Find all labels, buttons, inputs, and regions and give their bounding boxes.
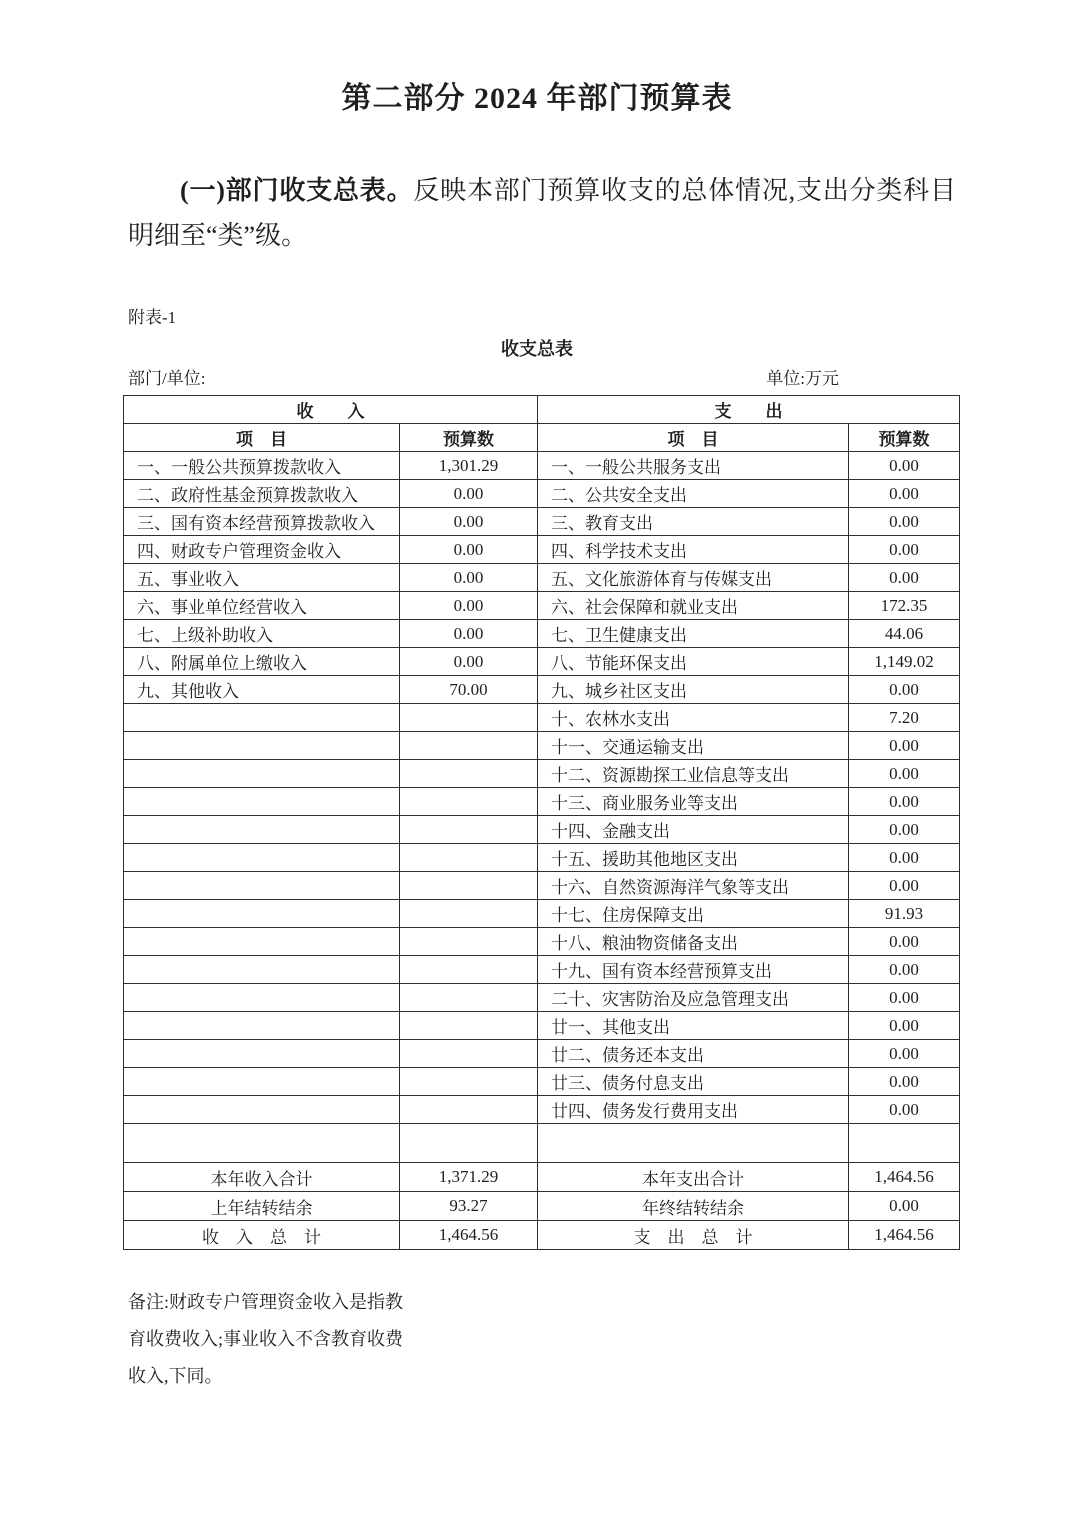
budget-value-cell: 0.00 bbox=[849, 536, 960, 564]
table-row bbox=[124, 452, 960, 480]
table-row bbox=[124, 844, 960, 872]
budget-value-cell bbox=[400, 1040, 538, 1068]
item-label-cell: 七、卫生健康支出 bbox=[538, 620, 849, 648]
budget-value-cell: 0.00 bbox=[849, 872, 960, 900]
table-row bbox=[124, 732, 960, 760]
budget-value-cell: 0.00 bbox=[849, 1012, 960, 1040]
item-label-cell bbox=[124, 1040, 400, 1068]
item-label-cell: 廿一、其他支出 bbox=[538, 1012, 849, 1040]
item-label-cell: 六、社会保障和就业支出 bbox=[538, 592, 849, 620]
budget-value-cell: 172.35 bbox=[849, 592, 960, 620]
intro-lead-text: (一)部门收支总表。 bbox=[180, 176, 414, 205]
budget-summary-table bbox=[123, 395, 960, 1250]
item-label-cell: 九、城乡社区支出 bbox=[538, 676, 849, 704]
expense-item-column-header: 项 目 bbox=[538, 424, 849, 452]
budget-value-cell: 1,464.56 bbox=[849, 1221, 960, 1250]
item-label-cell bbox=[124, 900, 400, 928]
budget-value-cell: 0.00 bbox=[849, 452, 960, 480]
budget-value-cell: 0.00 bbox=[849, 1068, 960, 1096]
item-label-cell bbox=[124, 732, 400, 760]
budget-value-cell bbox=[400, 1068, 538, 1096]
budget-value-cell: 1,149.02 bbox=[849, 648, 960, 676]
table-meta-row bbox=[128, 369, 959, 389]
table-row-total bbox=[124, 1192, 960, 1221]
table-row bbox=[124, 816, 960, 844]
item-label-cell bbox=[124, 1124, 400, 1163]
footnote-line: 备注:财政专户管理资金收入是指教 bbox=[128, 1292, 403, 1312]
table-title: 收支总表 bbox=[501, 339, 573, 359]
table-row bbox=[124, 508, 960, 536]
item-label-cell bbox=[124, 984, 400, 1012]
item-label-cell: 本年收入合计 bbox=[124, 1163, 400, 1192]
item-label-cell: 四、科学技术支出 bbox=[538, 536, 849, 564]
budget-value-cell: 91.93 bbox=[849, 900, 960, 928]
currency-unit-label: 单位:万元 bbox=[766, 369, 839, 388]
budget-value-cell: 0.00 bbox=[849, 1040, 960, 1068]
budget-value-cell: 93.27 bbox=[400, 1192, 538, 1221]
item-label-cell bbox=[124, 844, 400, 872]
budget-value-cell: 0.00 bbox=[400, 620, 538, 648]
budget-value-cell: 7.20 bbox=[849, 704, 960, 732]
table-row bbox=[124, 788, 960, 816]
budget-value-cell: 0.00 bbox=[849, 732, 960, 760]
item-label-cell: 十二、资源勘探工业信息等支出 bbox=[538, 760, 849, 788]
budget-value-cell bbox=[400, 900, 538, 928]
budget-value-cell: 0.00 bbox=[849, 788, 960, 816]
budget-value-cell: 0.00 bbox=[849, 564, 960, 592]
item-label-cell: 八、附属单位上缴收入 bbox=[124, 648, 400, 676]
budget-value-cell: 0.00 bbox=[849, 984, 960, 1012]
expense-section-header: 支 出 bbox=[538, 396, 960, 424]
table-row bbox=[124, 536, 960, 564]
table-row bbox=[124, 872, 960, 900]
budget-value-cell: 0.00 bbox=[849, 844, 960, 872]
table-row bbox=[124, 956, 960, 984]
budget-value-cell: 0.00 bbox=[400, 480, 538, 508]
budget-value-cell bbox=[400, 816, 538, 844]
item-label-cell: 九、其他收入 bbox=[124, 676, 400, 704]
budget-value-cell: 0.00 bbox=[400, 592, 538, 620]
table-row bbox=[124, 676, 960, 704]
budget-value-cell bbox=[400, 760, 538, 788]
table-row bbox=[124, 648, 960, 676]
item-label-cell bbox=[124, 760, 400, 788]
item-label-cell: 十四、金融支出 bbox=[538, 816, 849, 844]
table-row bbox=[124, 564, 960, 592]
item-label-cell bbox=[124, 1096, 400, 1124]
section-header-row bbox=[124, 396, 960, 424]
item-label-cell: 二、公共安全支出 bbox=[538, 480, 849, 508]
intro-paragraph bbox=[128, 168, 956, 258]
intro-body-text: 反映本部门预算收支的总体情况,支出分类科目明细至“类”级。 bbox=[128, 176, 956, 250]
item-label-cell: 上年结转结余 bbox=[124, 1192, 400, 1221]
item-label-cell bbox=[124, 788, 400, 816]
table-row bbox=[124, 984, 960, 1012]
item-label-cell: 八、节能环保支出 bbox=[538, 648, 849, 676]
item-label-cell: 十、农林水支出 bbox=[538, 704, 849, 732]
item-label-cell: 二、政府性基金预算拨款收入 bbox=[124, 480, 400, 508]
budget-value-cell: 44.06 bbox=[849, 620, 960, 648]
item-label-cell: 廿三、债务付息支出 bbox=[538, 1068, 849, 1096]
item-label-cell: 廿四、债务发行费用支出 bbox=[538, 1096, 849, 1124]
table-row-total bbox=[124, 1221, 960, 1250]
budget-value-cell: 0.00 bbox=[849, 480, 960, 508]
budget-value-cell bbox=[400, 704, 538, 732]
item-label-cell: 三、教育支出 bbox=[538, 508, 849, 536]
item-label-cell bbox=[124, 1012, 400, 1040]
footnote-line: 育收费收入;事业收入不含教育收费 bbox=[128, 1329, 403, 1349]
footnote-line: 收入,下同。 bbox=[128, 1366, 223, 1386]
table-head bbox=[124, 396, 960, 452]
table-row bbox=[124, 928, 960, 956]
table-row bbox=[124, 760, 960, 788]
table-row-empty bbox=[124, 1124, 960, 1163]
item-label-cell: 五、事业收入 bbox=[124, 564, 400, 592]
item-label-cell: 一、一般公共预算拨款收入 bbox=[124, 452, 400, 480]
item-label-cell bbox=[124, 704, 400, 732]
table-body bbox=[124, 452, 960, 1250]
item-label-cell: 十七、住房保障支出 bbox=[538, 900, 849, 928]
item-label-cell bbox=[124, 872, 400, 900]
item-label-cell: 十五、援助其他地区支出 bbox=[538, 844, 849, 872]
item-label-cell: 十八、粮油物资储备支出 bbox=[538, 928, 849, 956]
table-row bbox=[124, 900, 960, 928]
budget-value-cell: 0.00 bbox=[849, 956, 960, 984]
item-label-cell: 三、国有资本经营预算拨款收入 bbox=[124, 508, 400, 536]
budget-value-cell bbox=[400, 928, 538, 956]
budget-value-cell: 0.00 bbox=[400, 564, 538, 592]
budget-value-cell bbox=[400, 788, 538, 816]
column-header-row bbox=[124, 424, 960, 452]
budget-value-cell: 0.00 bbox=[849, 676, 960, 704]
expense-budget-column-header: 预算数 bbox=[849, 424, 960, 452]
budget-value-cell: 0.00 bbox=[400, 508, 538, 536]
budget-value-cell: 1,464.56 bbox=[849, 1163, 960, 1192]
table-row bbox=[124, 1068, 960, 1096]
department-unit-label: 部门/单位: bbox=[128, 369, 206, 388]
budget-value-cell bbox=[849, 1124, 960, 1163]
page-title: 第二部分 2024 年部门预算表 bbox=[341, 82, 733, 115]
item-label-cell: 五、文化旅游体育与传媒支出 bbox=[538, 564, 849, 592]
item-label-cell bbox=[124, 816, 400, 844]
item-label-cell: 六、事业单位经营收入 bbox=[124, 592, 400, 620]
item-label-cell: 一、一般公共服务支出 bbox=[538, 452, 849, 480]
item-label-cell: 本年支出合计 bbox=[538, 1163, 849, 1192]
budget-value-cell: 0.00 bbox=[849, 816, 960, 844]
budget-value-cell: 0.00 bbox=[849, 760, 960, 788]
item-label-cell: 十三、商业服务业等支出 bbox=[538, 788, 849, 816]
budget-value-cell: 1,301.29 bbox=[400, 452, 538, 480]
budget-value-cell: 0.00 bbox=[400, 536, 538, 564]
table-row bbox=[124, 1096, 960, 1124]
budget-value-cell: 0.00 bbox=[400, 648, 538, 676]
income-section-header: 收 入 bbox=[124, 396, 538, 424]
item-label-cell: 七、上级补助收入 bbox=[124, 620, 400, 648]
item-label-cell bbox=[538, 1124, 849, 1163]
item-label-cell bbox=[124, 1068, 400, 1096]
budget-value-cell bbox=[400, 1012, 538, 1040]
budget-value-cell: 1,464.56 bbox=[400, 1221, 538, 1250]
table-row bbox=[124, 704, 960, 732]
income-budget-column-header: 预算数 bbox=[400, 424, 538, 452]
table-row-total bbox=[124, 1163, 960, 1192]
attachment-label: 附表-1 bbox=[128, 308, 177, 327]
item-label-cell bbox=[124, 928, 400, 956]
budget-value-cell bbox=[400, 984, 538, 1012]
budget-value-cell bbox=[400, 1096, 538, 1124]
budget-value-cell: 0.00 bbox=[849, 1192, 960, 1221]
table-row bbox=[124, 480, 960, 508]
item-label-cell: 十一、交通运输支出 bbox=[538, 732, 849, 760]
item-label-cell bbox=[124, 956, 400, 984]
income-item-column-header: 项 目 bbox=[124, 424, 400, 452]
budget-value-cell: 70.00 bbox=[400, 676, 538, 704]
item-label-cell: 十六、自然资源海洋气象等支出 bbox=[538, 872, 849, 900]
item-label-cell: 支 出 总 计 bbox=[538, 1221, 849, 1250]
table-row bbox=[124, 620, 960, 648]
item-label-cell: 四、财政专户管理资金收入 bbox=[124, 536, 400, 564]
table-row bbox=[124, 1040, 960, 1068]
budget-value-cell bbox=[400, 1124, 538, 1163]
budget-value-cell bbox=[400, 844, 538, 872]
table-row bbox=[124, 1012, 960, 1040]
item-label-cell: 收 入 总 计 bbox=[124, 1221, 400, 1250]
item-label-cell: 年终结转结余 bbox=[538, 1192, 849, 1221]
footnote bbox=[128, 1284, 528, 1395]
budget-value-cell bbox=[400, 956, 538, 984]
budget-value-cell: 0.00 bbox=[849, 928, 960, 956]
budget-value-cell: 0.00 bbox=[849, 1096, 960, 1124]
item-label-cell: 十九、国有资本经营预算支出 bbox=[538, 956, 849, 984]
table-row bbox=[124, 592, 960, 620]
budget-value-cell: 1,371.29 bbox=[400, 1163, 538, 1192]
budget-value-cell bbox=[400, 872, 538, 900]
budget-value-cell: 0.00 bbox=[849, 508, 960, 536]
item-label-cell: 二十、灾害防治及应急管理支出 bbox=[538, 984, 849, 1012]
item-label-cell: 廿二、债务还本支出 bbox=[538, 1040, 849, 1068]
budget-value-cell bbox=[400, 732, 538, 760]
